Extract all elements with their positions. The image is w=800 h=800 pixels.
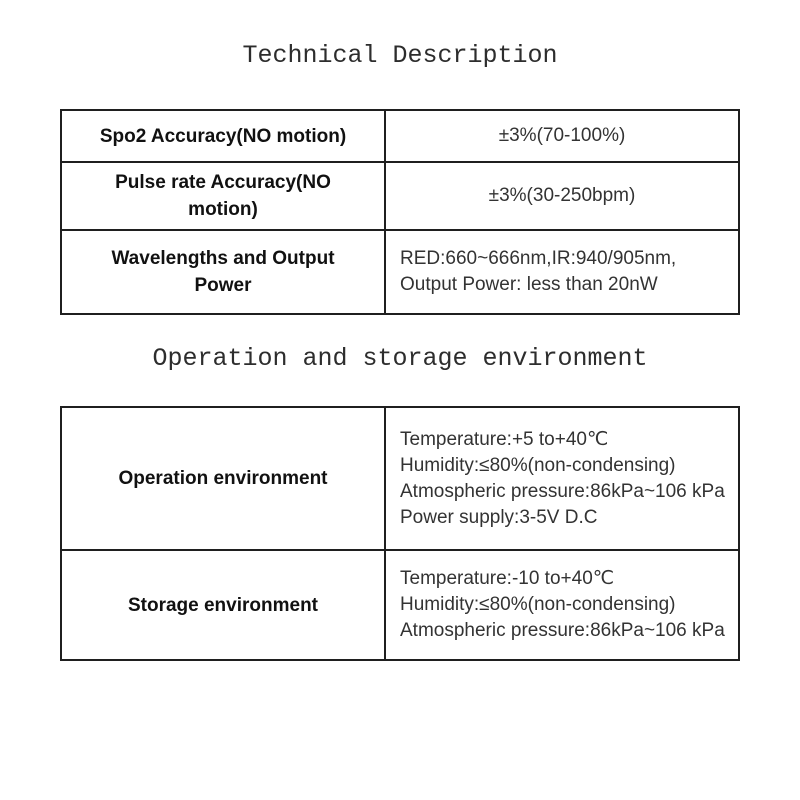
value-line-power-supply: Power supply:3-5V D.C [400, 506, 598, 528]
spec-value-storage-environment [385, 550, 739, 660]
value-line: RED:660~666nm,IR:940/905nm, [400, 248, 677, 269]
table-row [61, 550, 739, 660]
spec-label-operation-environment: Operation environment [61, 407, 385, 550]
spec-label-storage-environment: Storage environment [61, 550, 385, 660]
value-line-atmospheric-pressure: Atmospheric pressure:86kPa~106 kPa [400, 620, 725, 641]
table-row [61, 230, 739, 314]
heading-operation-storage-environment: Operation and storage environment [152, 344, 648, 373]
environment-table [60, 406, 740, 661]
value-line-humidity: Humidity:≤80%(non-condensing) [400, 594, 676, 615]
technical-description-table [60, 109, 740, 315]
spec-value-pulse-rate-accuracy: ±3%(30-250bpm) [385, 162, 739, 230]
value-line-humidity: Humidity:≤80%(non-condensing) [400, 454, 676, 476]
value-line-temperature: Temperature:-10 to+40℃ [400, 568, 615, 589]
spec-label-wavelengths-output-power: Wavelengths and Output Power [61, 230, 385, 314]
table-row [61, 110, 739, 162]
spec-label-spo2-accuracy: Spo2 Accuracy(NO motion) [61, 110, 385, 162]
spec-value-wavelengths-output-power [385, 230, 739, 314]
value-line: Output Power: less than 20nW [400, 274, 658, 295]
value-line-temperature: Temperature:+5 to+40℃ [400, 428, 609, 450]
table-row [61, 162, 739, 230]
heading-technical-description: Technical Description [242, 41, 558, 70]
value-line-atmospheric-pressure: Atmospheric pressure:86kPa~106 kPa [400, 480, 725, 502]
spec-value-operation-environment [385, 407, 739, 550]
spec-value-spo2-accuracy: ±3%(70-100%) [385, 110, 739, 162]
spec-label-pulse-rate-accuracy: Pulse rate Accuracy(NO motion) [61, 162, 385, 230]
table-row [61, 407, 739, 550]
